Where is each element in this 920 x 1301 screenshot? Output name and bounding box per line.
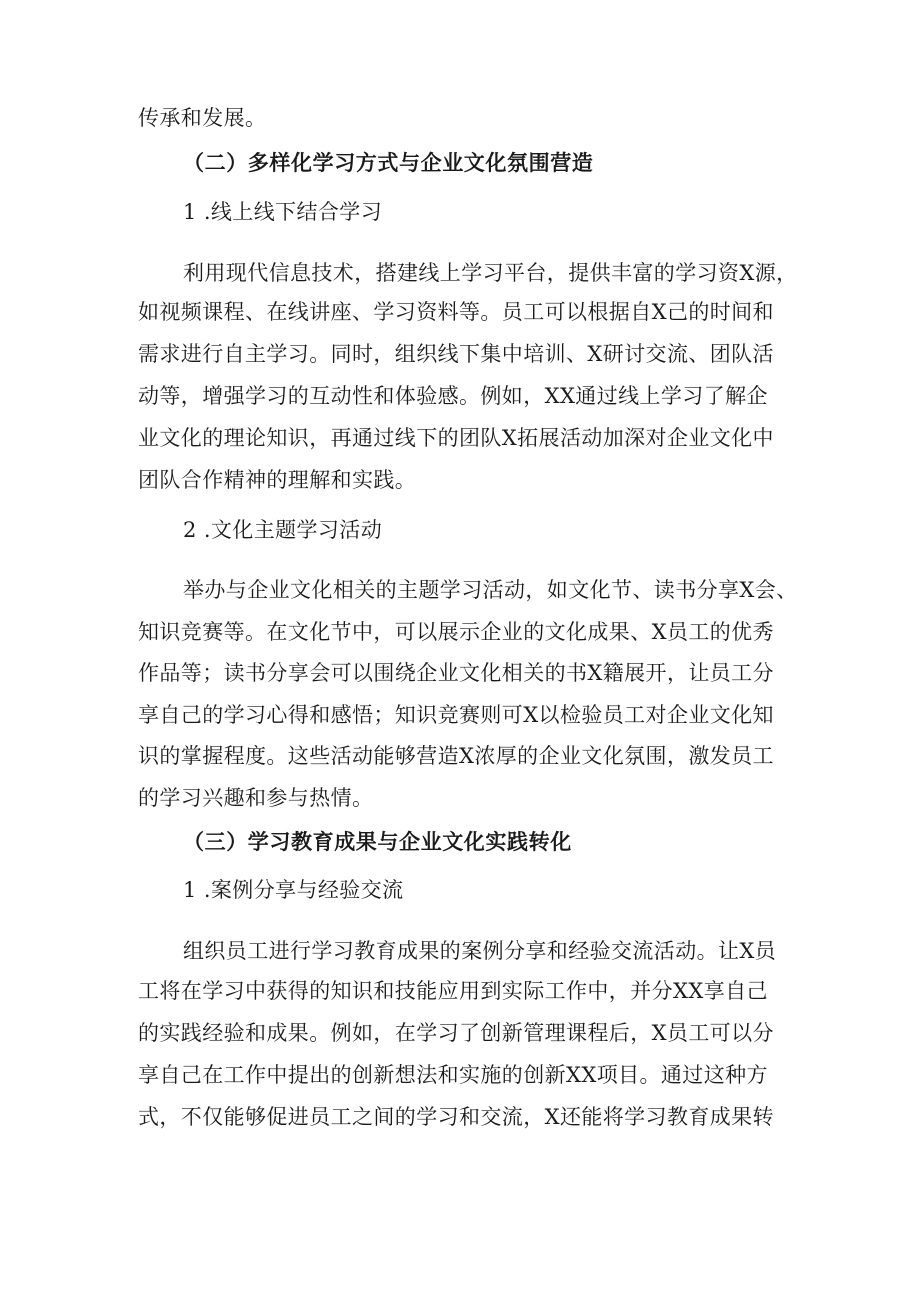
paragraph-line: 享自己在工作中提出的创新想法和实施的创新XX项目。通过这种方 xyxy=(138,1063,768,1087)
paragraph-continuation: 传承和发展。 xyxy=(138,106,267,130)
paragraph-line: 识的掌握程度。这些活动能够营造X浓厚的企业文化氛围，激发员工 xyxy=(138,744,774,768)
subsection-heading-1: 1 .案例分享与经验交流 xyxy=(183,878,404,902)
section-heading-2: （二）多样化学习方式与企业文化氛围营造 xyxy=(183,150,594,175)
paragraph-line: 如视频课程、在线讲座、学习资料等。员工可以根据自X己的时间和 xyxy=(138,300,774,324)
paragraph-line: 式，不仅能够促进员工之间的学习和交流，X还能将学习教育成果转 xyxy=(138,1105,774,1129)
paragraph-line: 工将在学习中获得的知识和技能应用到实际工作中，并分XX享自己 xyxy=(138,979,768,1003)
subsection-heading-1: 1 .线上线下结合学习 xyxy=(183,200,383,224)
section-heading-3: （三）学习教育成果与企业文化实践转化 xyxy=(183,829,572,854)
paragraph-line: 组织员工进行学习教育成果的案例分享和经验交流活动。让X员 xyxy=(183,939,777,963)
paragraph-line: 团队合作精神的理解和实践。 xyxy=(138,468,417,492)
paragraph-line: 利用现代信息技术，搭建线上学习平台，提供丰富的学习资X源， xyxy=(183,261,798,285)
paragraph-line: 知识竞赛等。在文化节中，可以展示企业的文化成果、X员工的优秀 xyxy=(138,620,774,644)
paragraph-line: 享自己的学习心得和感悟；知识竞赛则可X以检验员工对企业文化知 xyxy=(138,703,774,727)
paragraph-line: 业文化的理论知识，再通过线下的团队X拓展活动加深对企业文化中 xyxy=(138,426,774,450)
paragraph-line: 动等，增强学习的互动性和体验感。例如，XX通过线上学习了解企 xyxy=(138,384,768,408)
paragraph-line: 作品等；读书分享会可以围绕企业文化相关的书X籍展开，让员工分 xyxy=(138,661,774,685)
paragraph-line: 需求进行自主学习。同时，组织线下集中培训、X研讨交流、团队活 xyxy=(138,342,774,366)
paragraph-line: 的实践经验和成果。例如，在学习了创新管理课程后，X员工可以分 xyxy=(138,1021,774,1045)
paragraph-line: 的学习兴趣和参与热情。 xyxy=(138,786,374,810)
paragraph-line: 举办与企业文化相关的主题学习活动，如文化节、读书分享X会、 xyxy=(183,578,798,602)
subsection-heading-2: 2 .文化主题学习活动 xyxy=(183,518,383,542)
